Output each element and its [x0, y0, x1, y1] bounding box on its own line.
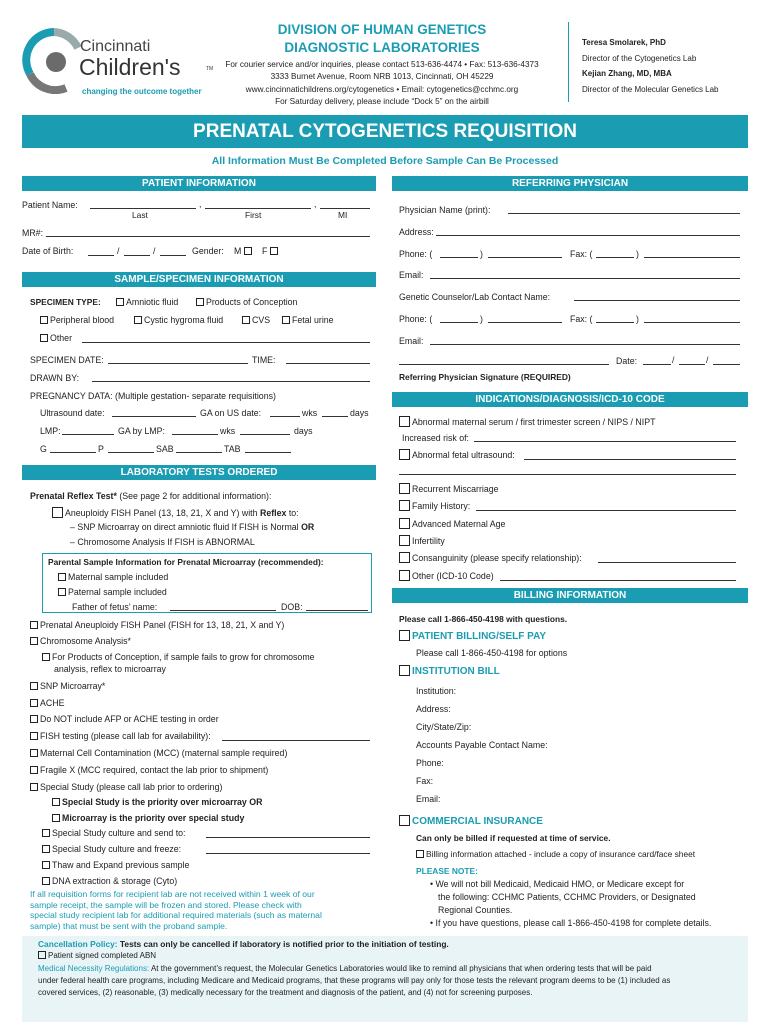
parental-title: Parental Sample Information for Prenatal Microarray (recommended): — [48, 557, 324, 567]
no-afp-label: Do NOT include AFP or ACHE testing in order — [40, 714, 219, 724]
other-icd-option[interactable] — [399, 570, 494, 581]
snp-label: SNP Microarray* — [40, 681, 106, 691]
sig-date-year-field[interactable] — [713, 364, 740, 365]
infertility-option[interactable] — [399, 535, 445, 546]
cvs-option[interactable] — [242, 315, 270, 325]
time-field[interactable] — [286, 363, 370, 364]
cancel-text: Tests can only be cancelled if laboratory is notified prior to the initiation of testing. — [119, 939, 449, 949]
poc-note-2: analysis, reflex to microarray — [54, 664, 166, 674]
special-study-warning — [30, 889, 380, 931]
signature-date-label: Date: — [616, 356, 638, 366]
abn-label: Patient signed completed ABN — [48, 951, 157, 960]
checkbox[interactable] — [42, 877, 50, 885]
dob-year-field[interactable] — [160, 255, 186, 256]
warning-line-4: sample) that must be sent with the proband sample. — [30, 920, 228, 931]
last-label: Last — [132, 210, 148, 220]
special-priority-label: Special Study is the priority over microarray — [62, 797, 247, 807]
consang-field[interactable] — [598, 562, 736, 563]
checkbox[interactable] — [30, 783, 38, 791]
miscarriage-label: Recurrent Miscarriage — [412, 484, 499, 494]
g-field[interactable] — [50, 452, 96, 453]
sig-date-day-field[interactable] — [679, 364, 705, 365]
checkbox[interactable] — [399, 815, 410, 826]
snp-option[interactable] — [30, 681, 105, 691]
serum-label: Abnormal maternal serum / first trimester screen / NIPS / NIPT — [412, 417, 656, 427]
increased-risk-field[interactable] — [474, 441, 736, 442]
physician-phone-field[interactable] — [488, 257, 562, 258]
counselor-phone-label: Phone: ( — [399, 314, 433, 324]
logo-tagline: changing the outcome together — [82, 87, 202, 96]
chrom-abnormal-text: – Chromosome Analysis If FISH is ABNORMAL — [70, 537, 255, 547]
sab-label: SAB — [156, 444, 174, 454]
fetal-option[interactable] — [282, 315, 334, 325]
reflex-test-label: Prenatal Reflex Test* — [30, 491, 117, 501]
commercial-option[interactable] — [399, 815, 543, 827]
logo-mark — [22, 28, 86, 94]
patient-info-header: PATIENT INFORMATION — [22, 176, 376, 191]
checkbox[interactable] — [399, 483, 410, 494]
first-label: First — [245, 210, 262, 220]
special-label: Special Study (please call lab prior to ordering) — [40, 782, 223, 792]
indications-header: INDICATIONS/DIAGNOSIS/ICD-10 CODE — [392, 392, 748, 407]
physician-fax-field[interactable] — [644, 257, 740, 258]
fish-reflex-label: Aneuploidy FISH Panel (13, 18, 21, X and Y) with — [65, 508, 258, 518]
maternal-option[interactable] — [58, 572, 168, 582]
sab-field[interactable] — [176, 452, 222, 453]
mi-field[interactable] — [320, 208, 370, 209]
specimen-type-label: SPECIMEN TYPE: — [30, 297, 101, 307]
checkbox[interactable] — [399, 500, 410, 511]
slash: / — [706, 355, 709, 365]
logo-name: Cincinnati — [80, 38, 151, 55]
counselor-email-label: Email: — [399, 336, 424, 346]
note-1: • We will not bill Medicaid, Medicaid HMO, or Medicare except for — [430, 879, 685, 889]
specimen-date-label: SPECIMEN DATE: — [30, 355, 104, 365]
checkbox[interactable] — [116, 298, 124, 306]
counselor-fax-area-field[interactable] — [596, 322, 634, 323]
special-priority-option[interactable] — [52, 797, 262, 807]
drawn-by-field[interactable] — [92, 381, 370, 382]
self-pay-option[interactable] — [399, 630, 546, 642]
wks-label: wks — [302, 408, 318, 418]
institution-bill-label: INSTITUTION BILL — [412, 666, 500, 677]
checkbox[interactable] — [30, 732, 38, 740]
lab-tests-header: LABORATORY TESTS ORDERED — [22, 465, 376, 480]
specimen-header: SAMPLE/SPECIMEN INFORMATION — [22, 272, 376, 287]
us-date-label: Ultrasound date: — [40, 408, 105, 418]
form-subtitle: All Information Must Be Completed Before Sample Can Be Processed — [211, 155, 559, 167]
billing-call: Please call 1-866-450-4198 with questions. — [399, 614, 568, 624]
paren: ) — [480, 249, 483, 259]
checkbox[interactable] — [399, 535, 410, 546]
physician-address-label: Address: — [399, 227, 434, 237]
attached-label: Billing information attached - include a copy of insurance card/face sheet — [426, 849, 696, 859]
checkbox[interactable] — [52, 507, 63, 518]
med-text-3: covered services, (2) reasonable, (3) medically necessary for the treatment and diagnosis of the patient, and (4) not for screening purposes. — [38, 988, 533, 997]
serum-option[interactable] — [399, 416, 655, 427]
thaw-label: Thaw and Expand previous sample — [52, 860, 190, 870]
institution-bill-option[interactable] — [399, 665, 500, 677]
amniotic-label: Amniotic fluid — [126, 297, 179, 307]
cancellation-policy — [38, 938, 449, 950]
division-title: DIVISION OF HUMAN GENETICS — [277, 22, 487, 37]
physician-fax-area-field[interactable] — [596, 257, 634, 258]
sig-date-month-field[interactable] — [643, 364, 671, 365]
culture-freeze-field[interactable] — [206, 853, 370, 854]
gender-m[interactable] — [234, 246, 254, 256]
checkbox[interactable] — [399, 552, 410, 563]
address-line-2: 3333 Burnet Avenue, Room NRB 1013, Cincinnati, OH 45229 — [270, 72, 494, 81]
checkbox[interactable] — [52, 814, 60, 822]
institution-label: Institution: — [416, 686, 457, 696]
gender-f[interactable] — [262, 246, 280, 256]
amniotic-option[interactable] — [116, 297, 178, 307]
checkbox[interactable] — [42, 829, 50, 837]
gender-m-checkbox[interactable] — [244, 247, 252, 255]
days-label-2: days — [294, 426, 313, 436]
med-label: Medical Necessity Regulations: — [38, 964, 150, 973]
other-option[interactable] — [40, 333, 72, 343]
division-subtitle: DIAGNOSTIC LABORATORIES — [284, 40, 480, 55]
culture-send-option[interactable] — [42, 828, 186, 838]
mr-label: MR#: — [22, 228, 44, 238]
ama-label: Advanced Maternal Age — [412, 519, 506, 529]
dna-label: DNA extraction & storage (Cyto) — [52, 876, 178, 886]
attached-option[interactable] — [416, 849, 695, 859]
poc-option[interactable] — [196, 297, 297, 307]
mcc-option[interactable] — [30, 748, 287, 758]
tab-label: TAB — [224, 444, 241, 454]
physician-header: REFERRING PHYSICIAN — [392, 176, 748, 191]
culture-send-field[interactable] — [206, 837, 370, 838]
billing-header: BILLING INFORMATION — [392, 588, 748, 603]
culture-freeze-label: Special Study culture and freeze: — [52, 844, 182, 854]
checkbox[interactable] — [134, 316, 142, 324]
inst-ap-label: Accounts Payable Contact Name: — [416, 740, 548, 750]
no-afp-option[interactable] — [30, 714, 219, 724]
poc-reflex-option[interactable] — [42, 652, 315, 662]
checkbox[interactable] — [42, 653, 50, 661]
cystic-option[interactable] — [134, 315, 223, 325]
father-dob-label: DOB: — [281, 602, 303, 612]
or-word: OR — [301, 522, 315, 532]
paren: ) — [636, 249, 639, 259]
us-label: Abnormal fetal ultrasound: — [412, 450, 515, 460]
note-2: the following: CCHMC Patients, CCHMC Providers, or Designated — [438, 892, 696, 902]
tab-field[interactable] — [245, 452, 291, 453]
counselor-label: Genetic Counselor/Lab Contact Name: — [399, 292, 551, 302]
snp-normal-text: – SNP Microarray on direct amniotic fluid If FISH is Normal — [70, 522, 299, 532]
address-line-4: For Saturday delivery, please include “Dock 5” on the airbill — [275, 97, 489, 106]
other-specimen-field[interactable] — [82, 342, 370, 343]
miscarriage-option[interactable] — [399, 483, 499, 494]
ache-label: ACHE — [40, 698, 65, 708]
mcc-label: Maternal Cell Contamination (MCC) (maternal sample required) — [40, 748, 288, 758]
time-label: TIME: — [252, 355, 276, 365]
inst-address-label: Address: — [416, 704, 451, 714]
increased-risk-label: Increased risk of: — [402, 433, 469, 443]
checkbox[interactable] — [416, 850, 424, 858]
ga-lmp-label: GA by LMP: — [118, 426, 165, 436]
us-date-field[interactable] — [112, 416, 196, 417]
gender-m-label: M — [234, 246, 242, 256]
cystic-label: Cystic hygroma fluid — [144, 315, 224, 325]
checkbox[interactable] — [30, 637, 38, 645]
cancel-label: Cancellation Policy: — [38, 939, 118, 949]
checkbox[interactable] — [30, 682, 38, 690]
ga-lmp-wks-field[interactable] — [172, 434, 218, 435]
lmp-field[interactable] — [62, 434, 114, 435]
self-pay-note: Please call 1-866-450-4198 for options — [416, 648, 568, 658]
signature-label: Referring Physician Signature (REQUIRED) — [399, 372, 571, 382]
father-name-field[interactable] — [170, 610, 276, 611]
reflex-note: (See page 2 for additional information): — [119, 491, 272, 501]
inst-phone-label: Phone: — [416, 758, 444, 768]
inst-email-label: Email: — [416, 794, 441, 804]
inst-city-label: City/State/Zip: — [416, 722, 472, 732]
dob-label: Date of Birth: — [22, 246, 74, 256]
ache-option[interactable] — [30, 698, 64, 708]
gender-f-label: F — [262, 246, 268, 256]
infertility-label: Infertility — [412, 536, 445, 546]
paternal-label: Paternal sample included — [68, 587, 167, 597]
checkbox[interactable] — [242, 316, 250, 324]
checkbox[interactable] — [42, 845, 50, 853]
culture-send-label: Special Study culture and send to: — [52, 828, 186, 838]
paren: ) — [480, 314, 483, 324]
checkbox[interactable] — [196, 298, 204, 306]
p-label: P — [98, 444, 104, 454]
warning-line-2: sample receipt, the sample will be frozen and stored. Please check with — [30, 899, 302, 910]
physician-phone-area-field[interactable] — [440, 257, 478, 258]
commercial-note: Can only be billed if requested at time of service. — [416, 833, 611, 843]
lmp-label: LMP: — [40, 426, 61, 436]
med-line-1 — [38, 963, 652, 975]
note-4: • If you have questions, please call 1-866-450-4198 for complete details. — [430, 918, 712, 928]
mi-label: MI — [338, 210, 348, 220]
checkbox[interactable] — [42, 861, 50, 869]
physician-name-field[interactable] — [508, 213, 740, 214]
us-field[interactable] — [524, 459, 736, 460]
ga-us-wks-field[interactable] — [270, 416, 300, 417]
address-line-3: www.cincinnatichildrens.org/cytogenetics • Email: cytogenetics@cchmc.org — [245, 85, 519, 94]
paternal-option[interactable] — [58, 587, 167, 597]
specimen-date-field[interactable] — [108, 363, 248, 364]
gender-label: Gender: — [192, 246, 224, 256]
us-option[interactable] — [399, 449, 515, 460]
checkbox[interactable] — [30, 699, 38, 707]
staff2-name: Kejian Zhang, MD, MBA — [582, 69, 672, 78]
checkbox[interactable] — [399, 449, 410, 460]
self-pay-label: PATIENT BILLING/SELF PAY — [412, 631, 547, 642]
mr-field[interactable] — [46, 236, 370, 237]
comma-2: , — [314, 199, 317, 209]
checkbox[interactable] — [399, 416, 410, 427]
header-divider — [568, 22, 569, 102]
checkbox[interactable] — [38, 951, 46, 959]
physician-address-field[interactable] — [436, 235, 740, 236]
physician-email-label: Email: — [399, 270, 424, 280]
counselor-field[interactable] — [574, 300, 740, 301]
ama-option[interactable] — [399, 518, 505, 529]
physician-phone-label: Phone: ( — [399, 249, 433, 259]
dna-option[interactable] — [42, 876, 177, 886]
logo-tm: TM — [206, 66, 214, 72]
counselor-fax-field[interactable] — [644, 322, 740, 323]
poc-label: Products of Conception — [206, 297, 298, 307]
slash: / — [672, 355, 675, 365]
checkbox[interactable] — [399, 518, 410, 529]
fish-test-label: FISH testing (please call lab for availability): — [40, 731, 211, 741]
signature-field[interactable] — [399, 364, 609, 365]
days-label: days — [350, 408, 369, 418]
family-label: Family History: — [412, 501, 471, 511]
counselor-fax-label: Fax: ( — [570, 314, 593, 324]
checkbox[interactable] — [58, 573, 66, 581]
checkbox[interactable] — [30, 766, 38, 774]
staff2-role: Director of the Molecular Genetics Lab — [582, 85, 719, 94]
father-dob-field[interactable] — [306, 610, 368, 611]
snp-normal-line — [70, 522, 314, 532]
to-word: to: — [288, 508, 299, 518]
father-name-label: Father of fetus’ name: — [72, 602, 158, 612]
thaw-option[interactable] — [42, 860, 189, 870]
g-label: G — [40, 444, 47, 454]
pregnancy-data-label: PREGNANCY DATA: (Multiple gestation- separate requisitions) — [30, 391, 276, 401]
consang-option[interactable] — [399, 552, 582, 563]
prenatal-fish-option[interactable] — [30, 620, 284, 630]
checkbox[interactable] — [30, 621, 38, 629]
drawn-by-label: DRAWN BY: — [30, 373, 80, 383]
ga-lmp-days-field[interactable] — [240, 434, 290, 435]
warning-line-3: special study recipient lab for additional required materials (such as maternal — [30, 910, 322, 920]
cvs-label: CVS — [252, 315, 271, 325]
fish-test-field[interactable] — [222, 740, 370, 741]
first-name-field[interactable] — [205, 208, 311, 209]
special-option[interactable] — [30, 782, 222, 792]
physician-email-field[interactable] — [430, 278, 740, 279]
fish-test-option[interactable] — [30, 731, 211, 741]
checkbox[interactable] — [30, 749, 38, 757]
slash: / — [153, 246, 156, 256]
counselor-phone-area-field[interactable] — [440, 322, 478, 323]
staff1-name: Teresa Smolarek, PhD — [582, 38, 666, 47]
comma-1: , — [199, 199, 202, 209]
ga-us-label: GA on US date: — [200, 408, 262, 418]
inst-fax-label: Fax: — [416, 776, 434, 786]
dob-month-field[interactable] — [88, 255, 114, 256]
family-field[interactable] — [476, 510, 736, 511]
counselor-phone-field[interactable] — [488, 322, 562, 323]
checkbox[interactable] — [399, 570, 410, 581]
chrom-label: Chromosome Analysis* — [40, 636, 131, 646]
staff1-role: Director of the Cytogenetics Lab — [582, 54, 697, 63]
or-word-2: OR — [249, 797, 263, 807]
consang-label: Consanguinity (please specify relationship): — [412, 553, 582, 563]
note-3: Regional Counties. — [438, 905, 513, 915]
commercial-label: COMMERCIAL INSURANCE — [412, 816, 543, 827]
form-title: PRENATAL CYTOGENETICS REQUISITION — [22, 115, 748, 148]
prenatal-fish-label: Prenatal Aneuploidy FISH Panel (FISH for 13, 18, 21, X and Y) — [40, 620, 285, 630]
paren: ) — [636, 314, 639, 324]
p-field[interactable] — [108, 452, 154, 453]
other-icd-label: Other (ICD-10 Code) — [412, 571, 494, 581]
please-note: PLEASE NOTE: — [416, 866, 478, 876]
maternal-label: Maternal sample included — [68, 572, 169, 582]
micro-priority-label: Microarray is the priority over special study — [62, 813, 245, 823]
med-text-1: At the government’s request, the Molecular Genetics Laboratories would like to remind all physicians that when ordering tests that will be paid — [150, 964, 652, 973]
physician-fax-label: Fax: ( — [570, 249, 593, 259]
checkbox[interactable] — [52, 798, 60, 806]
abn-option[interactable] — [38, 950, 156, 962]
other-icd-field[interactable] — [500, 580, 736, 581]
family-option[interactable] — [399, 500, 470, 511]
logo-name-2: Children's — [79, 54, 181, 80]
checkbox[interactable] — [40, 334, 48, 342]
checkbox[interactable] — [30, 715, 38, 723]
fragx-label: Fragile X (MCC required, contact the lab prior to shipment) — [40, 765, 269, 775]
med-text-2: under federal health care programs, including Medicare and Medicaid programs, that these programs will pay only for those tests the relevant program deems to be (1) included as — [38, 976, 671, 985]
reflex-test — [30, 491, 271, 501]
physician-name-label: Physician Name (print): — [399, 205, 491, 215]
checkbox[interactable] — [58, 588, 66, 596]
checkbox[interactable] — [282, 316, 290, 324]
other-label: Other — [50, 333, 73, 343]
micro-priority-option[interactable] — [52, 813, 244, 823]
dob-day-field[interactable] — [124, 255, 150, 256]
us-field-2[interactable] — [399, 474, 736, 475]
ga-us-days-field[interactable] — [322, 416, 348, 417]
reflex-word: Reflex — [259, 508, 287, 518]
patient-name-label: Patient Name: — [22, 200, 78, 210]
gender-f-checkbox[interactable] — [270, 247, 278, 255]
checkbox[interactable] — [399, 630, 410, 641]
fish-reflex-option[interactable] — [52, 507, 299, 518]
fetal-label: Fetal urine — [292, 315, 334, 325]
fragx-option[interactable] — [30, 765, 268, 775]
chrom-option[interactable] — [30, 636, 131, 646]
poc-note-1: For Products of Conception, if sample fails to grow for chromosome — [52, 652, 315, 662]
blood-label: Peripheral blood — [50, 315, 115, 325]
warning-line-1: If all requisition forms for recipient lab are not received within 1 week of our — [30, 889, 315, 899]
address-line-1: For courier service and/or inquiries, please contact 513-636-4474 • Fax: 513-636-4373 — [225, 60, 539, 69]
wks-label-2: wks — [220, 426, 236, 436]
blood-option[interactable] — [40, 315, 114, 325]
counselor-email-field[interactable] — [430, 344, 740, 345]
culture-freeze-option[interactable] — [42, 844, 181, 854]
last-name-field[interactable] — [90, 208, 196, 209]
checkbox[interactable] — [399, 665, 410, 676]
slash: / — [117, 246, 120, 256]
checkbox[interactable] — [40, 316, 48, 324]
